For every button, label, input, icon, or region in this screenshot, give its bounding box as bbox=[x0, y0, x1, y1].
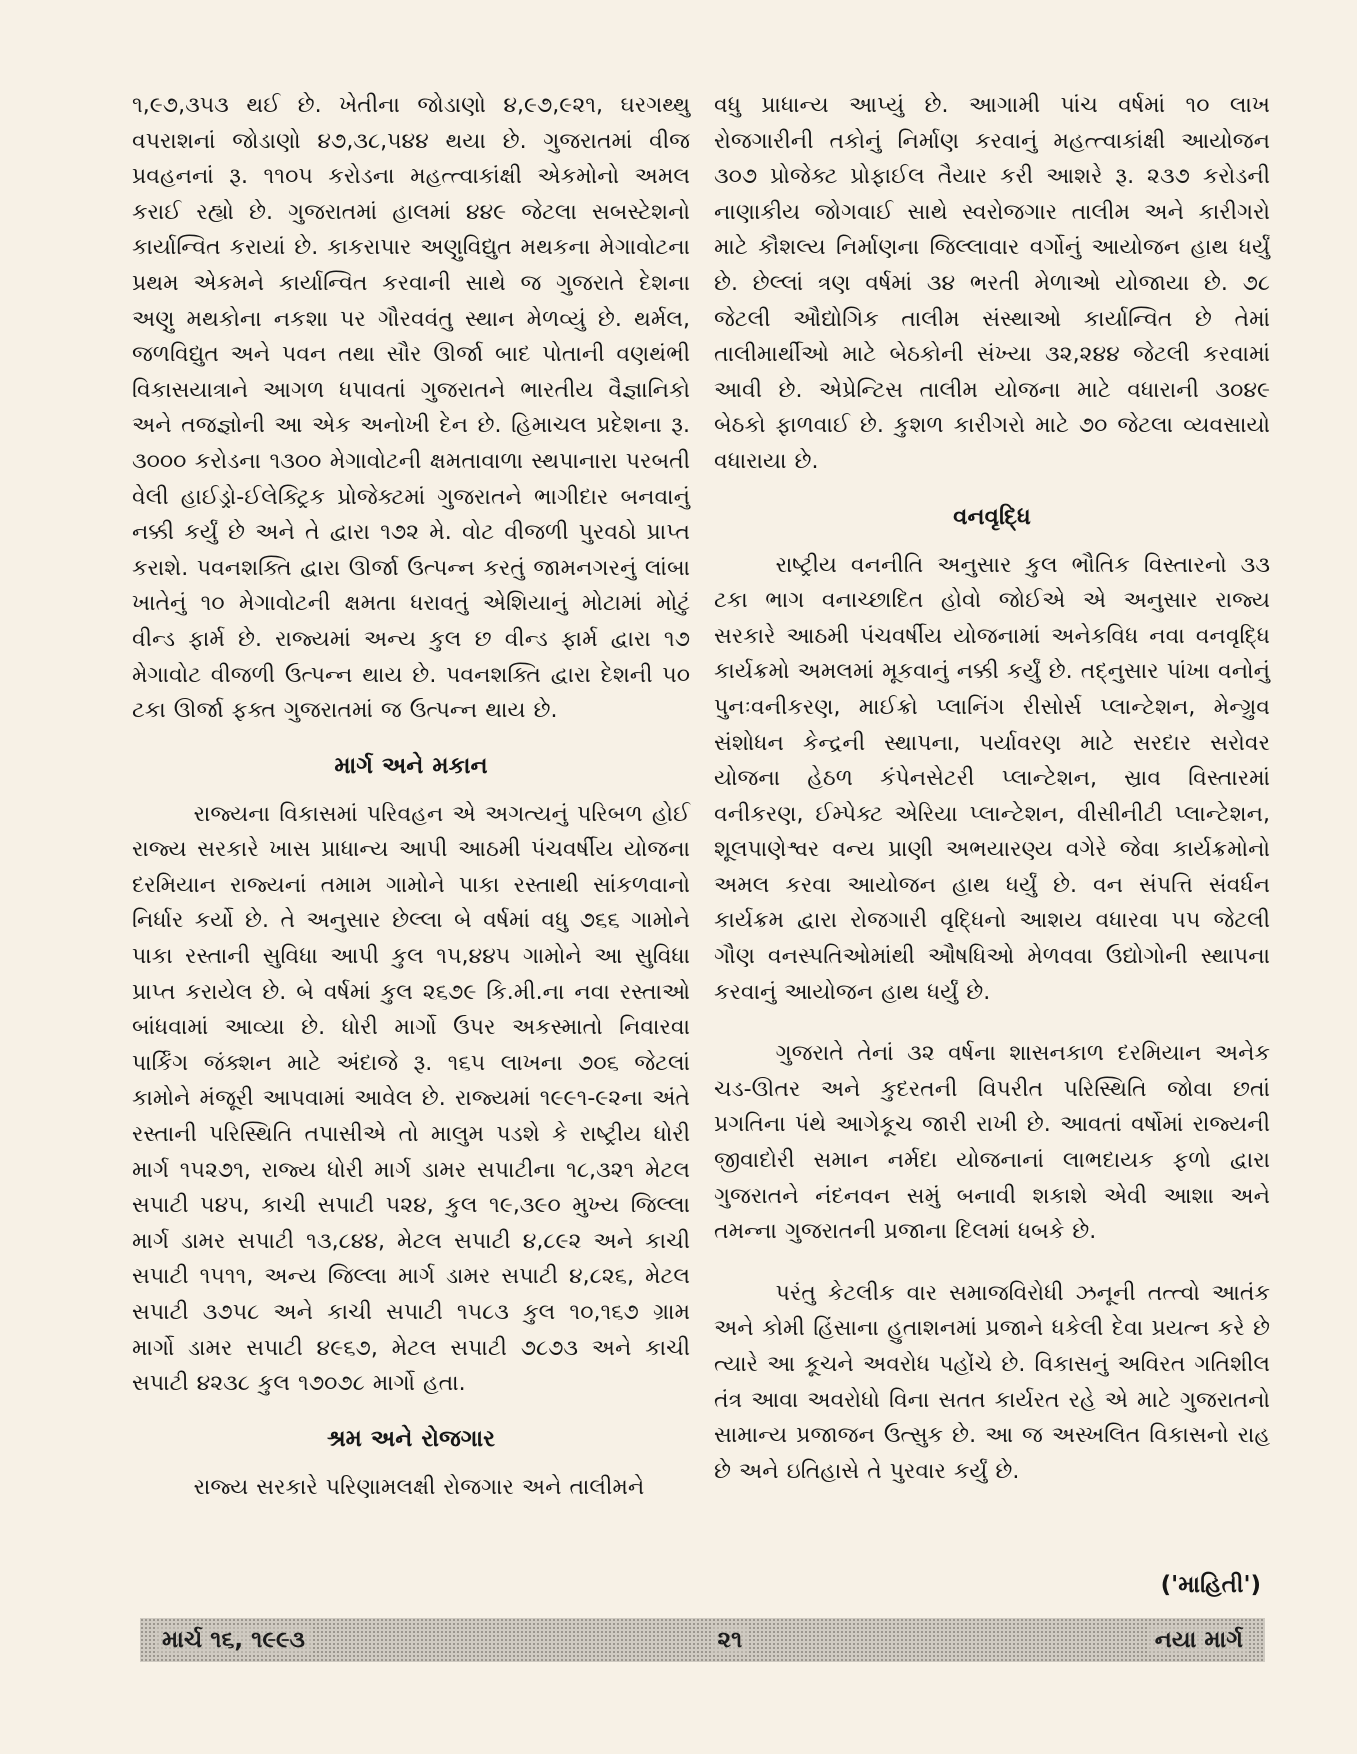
footer-magazine-name: નયા માર્ગ bbox=[1149, 1627, 1249, 1653]
footer-date: માર્ચ ૧૬, ૧૯૯૩ bbox=[156, 1627, 311, 1653]
source-credit: ('માહિતી') bbox=[1160, 1572, 1261, 1598]
heading-labour-and-employment: શ્રમ અને રોજગાર bbox=[326, 1425, 496, 1452]
footer-page-number: ૨૧ bbox=[711, 1627, 748, 1653]
gujarat-progress-paragraph: ગુજરાતે તેનાં ૩૨ વર્ષના શાસનકાળ દરમિયાન અનેક ચડ-ઊતર અને કુદરતની વિપરીત પરિસ્થિતિ જોવા છતાં પ્રગતિના પંથે આગેકૂચ જારી રાખી છે. આવતાં વર્ષોમાં રાજ્યની જીવાદોરી સમાન નર્મદા યોજનાનાં લાભદાયક ફળો દ્વારા ગુજરાતને નંદનવન સમું બનાવી શકાશે એવી આશા અને તમન્ના ગુજરાતની પ્રજાના દિલમાં ધબકે છે. bbox=[714, 1041, 1270, 1245]
heading-forestry: વનવૃદ્ધિ bbox=[953, 503, 1031, 530]
heading-roads-and-buildings: માર્ગ અને મકાન bbox=[334, 752, 488, 779]
labour-paragraph-continued: વધુ પ્રાધાન્ય આપ્યું છે. આગામી પાંચ વર્ષમાં ૧૦ લાખ રોજગારીની તકોનું નિર્માણ કરવાનું મહત્ત્વાકાંક્ષી આયોજન ૩૦૭ પ્રોજેક્ટ પ્રોફાઈલ તૈયાર કરી આશરે રૂ. ૨૩૭ કરોડની નાણાકીય જોગવાઈ સાથે સ્વરોજગાર તાલીમ અને કારીગરો માટે કૌશલ્ય નિર્માણના જિલ્લાવાર વર્ગોનું આયોજન હાથ ધર્યું છે. છેલ્લાં ત્રણ વર્ષમાં ૩૪ ભરતી મેળાઓ યોજાયા છે. ૭૮ જેટલી ઔદ્યોગિક તાલીમ સંસ્થાઓ કાર્યાન્વિત છે તેમાં તાલીમાર્થીઓ માટે બેઠકોની સંખ્યા ૩૨,૨૪૪ જેટલી કરવામાં આવી છે. એપ્રેન્ટિસ તાલીમ યોજના માટે વધારાની ૩૦૪૯ બેઠકો ફાળવાઈ છે. કુશળ કારીગરો માટે ૭૦ જેટલા વ્યવસાયો વધારાયા છે. bbox=[714, 93, 1270, 474]
labour-paragraph-start: રાજ્ય સરકારે પરિણામલક્ષી રોજગાર અને તાલીમને bbox=[193, 1474, 645, 1500]
closing-paragraph: પરંતુ કેટલીક વાર સમાજવિરોધી ઝનૂની તત્ત્વો આતંક અને કોમી હિંસાના હુતાશનમાં પ્રજાને ધકેલી દેવા પ્રયત્ન કરે છે ત્યારે આ કૂચને અવરોધ પહોંચે છે. વિકાસનું અવિરત ગતિશીલ તંત્ર આવા અવરોધો વિના સતત કાર્યરત રહે એ માટે ગુજરાતનો સામાન્ય પ્રજાજન ઉત્સુક છે. આ જ અસ્ખલિત વિકાસનો રાહ છે અને ઇતિહાસે તે પુરવાર કર્યું છે. bbox=[714, 1280, 1270, 1484]
left-column bbox=[132, 88, 690, 1505]
page-footer bbox=[140, 1618, 1265, 1662]
energy-paragraph: ૧,૯૭,૩૫૩ થઈ છે. ખેતીના જોડાણો ૪,૯૭,૯૨૧, ઘરગથ્થુ વપરાશનાં જોડાણો ૪૭,૩૮,૫૪૪ થયા છે. ગુજરાતમાં વીજ પ્રવહનનાં રૂ. ૧૧૦૫ કરોડના મહત્ત્વાકાંક્ષી એકમોનો અમલ કરાઈ રહ્યો છે. ગુજરાતમાં હાલમાં ૪૪૯ જેટલા સબસ્ટેશનો કાર્યાન્વિત કરાયાં છે. કાકરાપાર અણુવિદ્યુત મથકના મેગાવોટના પ્રથમ એકમને કાર્યાન્વિત કરવાની સાથે જ ગુજરાતે દેશના અણુ મથકોના નકશા પર ગૌરવવંતુ સ્થાન મેળવ્યું છે. થર્મલ, જળવિદ્યુત અને પવન તથા સૌર ઊર્જા બાદ પોતાની વણથંભી વિકાસયાત્રાને આગળ ધપાવતાં ગુજરાતને ભારતીય વૈજ્ઞાનિકો અને તજજ્ઞોની આ એક અનોખી દેન છે. હિમાચલ પ્રદેશના રૂ. ૩૦૦૦ કરોડના ૧૩૦૦ મેગાવોટની ક્ષમતાવાળા સ્થપાનારા પરબતી વેલી હાઈડ્રો-ઈલેક્ટ્રિક પ્રોજેક્ટમાં ગુજરાતને ભાગીદાર બનવાનું નક્કી કર્યું છે અને તે દ્વારા ૧૭૨ મે. વોટ વીજળી પુરવઠો પ્રાપ્ત કરાશે. પવનશક્તિ દ્વારા ઊર્જા ઉત્પન્ન કરતું જામનગરનું લાંબા ખાતેનું ૧૦ મેગાવોટની ક્ષમતા ધરાવતું એશિયાનું મોટામાં મોટું વીન્ડ ફાર્મ છે. રાજ્યમાં અન્ય કુલ છ વીન્ડ ફાર્મ દ્વારા ૧૭ મેગાવોટ વીજળી ઉત્પન્ન થાય છે. પવનશક્તિ દ્વારા દેશની ૫૦ ટકા ઊર્જા ફક્ત ગુજરાતમાં જ ઉત્પન્ન થાય છે. bbox=[132, 93, 690, 724]
forestry-paragraph: રાષ્ટ્રીય વનનીતિ અનુસાર કુલ ભૌતિક વિસ્તારનો ૩૩ ટકા ભાગ વનાચ્છાદિત હોવો જોઈએ એ અનુસાર રાજ્ય સરકારે આઠમી પંચવર્ષીય યોજનામાં અનેકવિધ નવા વનવૃદ્ધિ કાર્યક્રમો અમલમાં મૂકવાનું નક્કી કર્યું છે. તદ્નુસાર પાંખા વનોનું પુનઃવનીકરણ, માઈક્રો પ્લાનિંગ રીસોર્સ પ્લાન્ટેશન, મેન્ગ્રુવ સંશોધન કેન્દ્રની સ્થાપના, પર્યાવરણ માટે સરદાર સરોવર યોજના હેઠળ કંપેનસેટરી પ્લાન્ટેશન, સ્રાવ વિસ્તારમાં વનીકરણ, ઈમ્પેક્ટ એરિયા પ્લાન્ટેશન, વીસીનીટી પ્લાન્ટેશન, શૂલપાણેશ્વર વન્ય પ્રાણી અભયારણ્ય વગેરે જેવા કાર્યક્રમોનો અમલ કરવા આયોજન હાથ ધર્યું છે. વન સંપત્તિ સંવર્ધન કાર્યક્રમ દ્વારા રોજગારી વૃદ્ધિનો આશય વધારવા ૫૫ જેટલી ગૌણ વનસ્પતિઓમાંથી ઔષધિઓ મેળવવા ઉદ્યોગોની સ્થાપના કરવાનું આયોજન હાથ ધર્યું છે. bbox=[714, 552, 1270, 1005]
right-column bbox=[714, 88, 1270, 1489]
roads-paragraph: રાજ્યના વિકાસમાં પરિવહન એ અગત્યનું પરિબળ હોઈ રાજ્ય સરકારે ખાસ પ્રાધાન્ય આપી આઠમી પંચવર્ષીય યોજના દરમિયાન રાજ્યનાં તમામ ગામોને પાકા રસ્તાથી સાંકળવાનો નિર્ધાર કર્યો છે. તે અનુસાર છેલ્લા બે વર્ષમાં વધુ ૭૬૬ ગામોને પાકા રસ્તાની સુવિધા આપી કુલ ૧૫,૪૪૫ ગામોને આ સુવિધા પ્રાપ્ત કરાયેલ છે. બે વર્ષમાં કુલ ૨૬૭૯ કિ.મી.ના નવા રસ્તાઓ બાંધવામાં આવ્યા છે. ધોરી માર્ગો ઉપર અકસ્માતો નિવારવા પાર્કિંગ જંક્શન માટે અંદાજે રૂ. ૧૬૫ લાખના ૭૦૬ જેટલાં કામોને મંજૂરી આપવામાં આવેલ છે. રાજ્યમાં ૧૯૯૧-૯૨ના અંતે રસ્તાની પરિસ્થિતિ તપાસીએ તો માલુમ પડશે કે રાષ્ટ્રીય ધોરી માર્ગ ૧૫૨૭૧, રાજ્ય ધોરી માર્ગ ડામર સપાટીના ૧૮,૩૨૧ મેટલ સપાટી ૫૪૫, કાચી સપાટી ૫૨૪, કુલ ૧૯,૩૯૦ મુખ્ય જિલ્લા માર્ગ ડામર સપાટી ૧૩,૮૪૪, મેટલ સપાટી ૪,૮૯૨ અને કાચી સપાટી ૧૫૧૧, અન્ય જિલ્લા માર્ગ ડામર સપાટી ૪,૮૨૬, મેટલ સપાટી ૩૭૫૮ અને કાચી સપાટી ૧૫૮૩ કુલ ૧૦,૧૬૭ ગ્રામ માર્ગો ડામર સપાટી ૪૯૬૭, મેટલ સપાટી ૭૮૭૩ અને કાચી સપાટી ૪૨૩૮ કુલ ૧૭૦૭૮ માર્ગો હતા. bbox=[132, 801, 690, 1397]
